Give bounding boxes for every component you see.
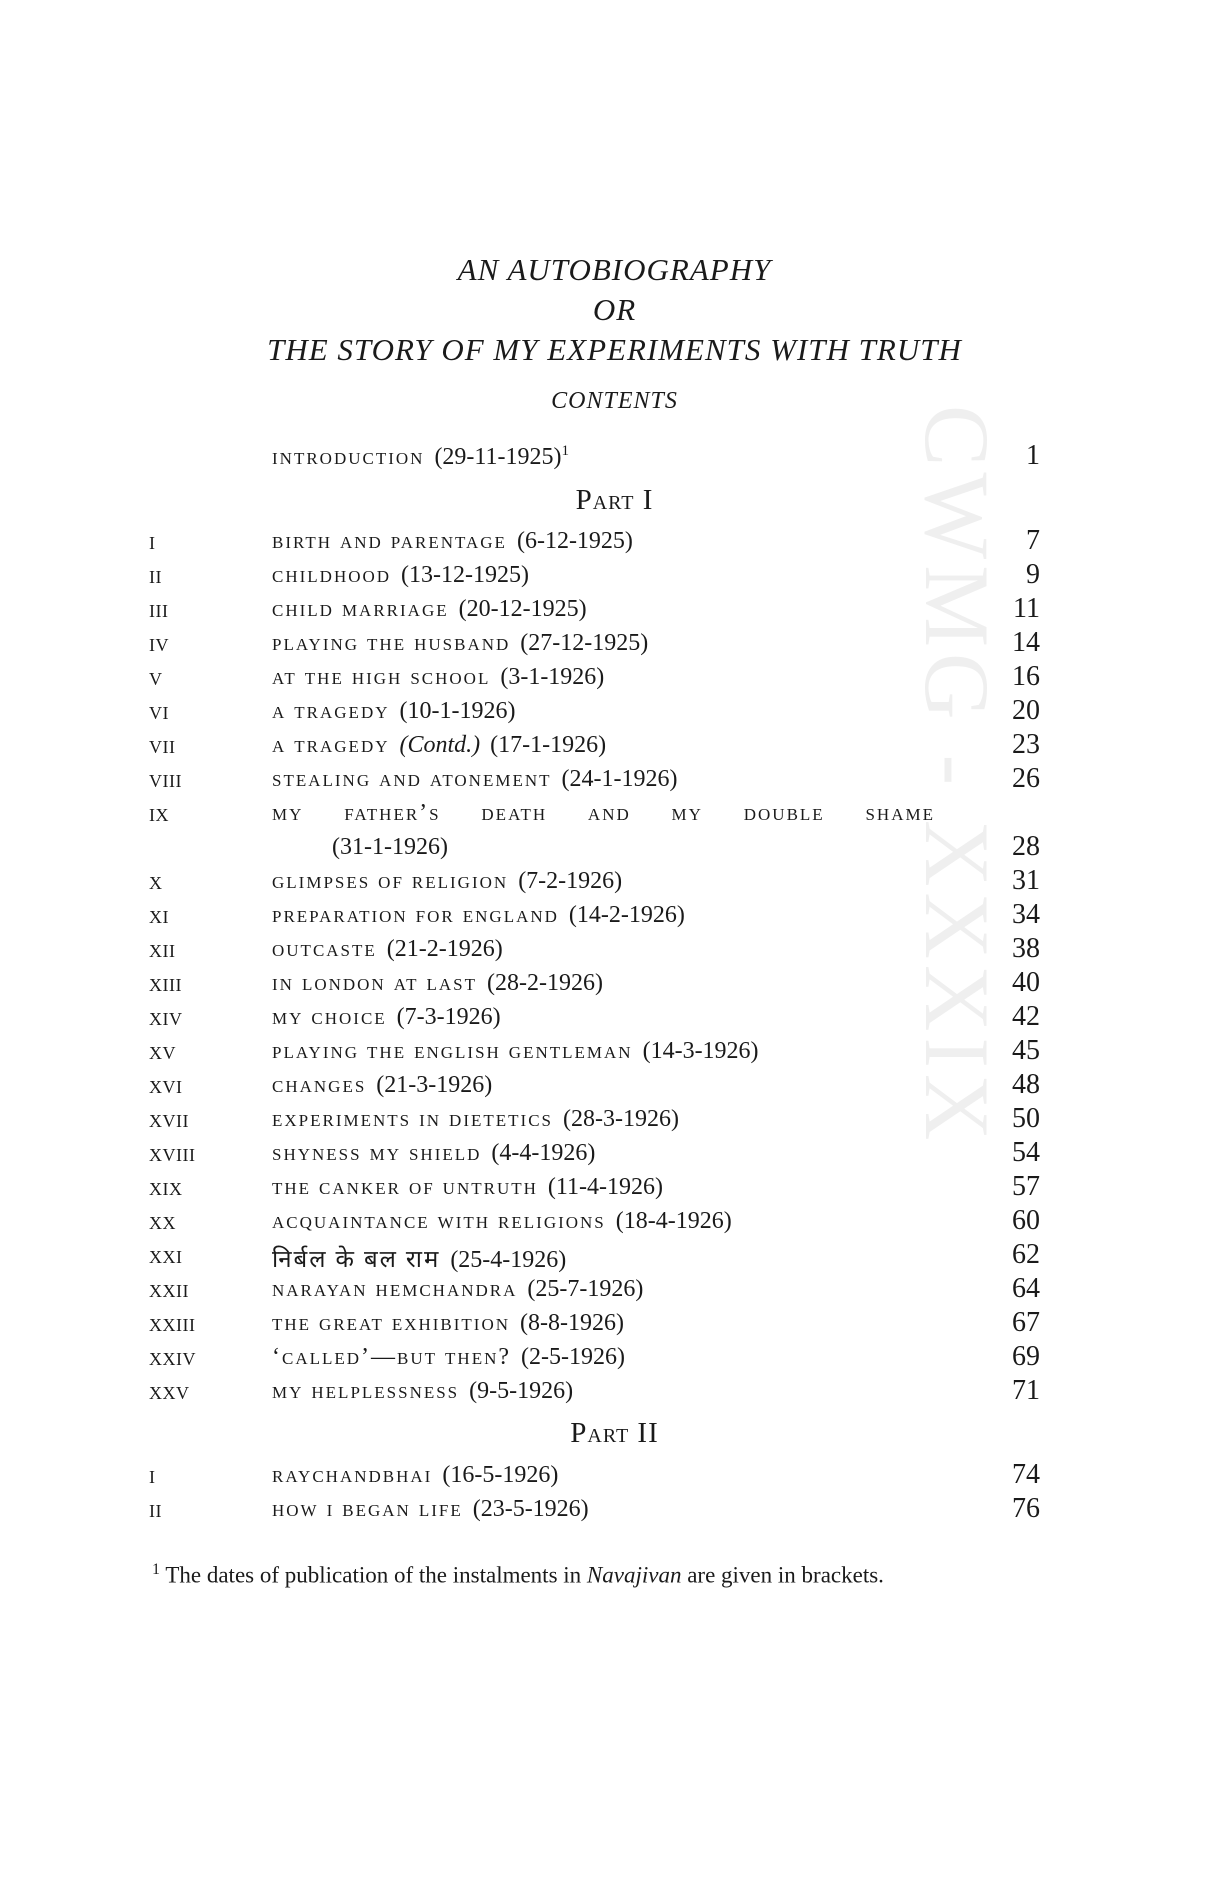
chapter-title: ‘called’—but then? xyxy=(272,1344,512,1370)
chapter-number: X xyxy=(149,873,163,893)
chapter-title-extra: (Contd.) xyxy=(399,732,481,758)
chapter-number: XI xyxy=(149,907,169,927)
chapter-number: XIII xyxy=(149,975,182,995)
toc-introduction xyxy=(0,440,1229,474)
chapter-date: (4-4-1926) xyxy=(491,1140,596,1166)
chapter-date: (25-4-1926) xyxy=(450,1247,567,1273)
chapter-number: XIX xyxy=(149,1179,183,1199)
chapter-date: (11-4-1926) xyxy=(547,1174,663,1200)
page-number: 74 xyxy=(1012,1459,1040,1490)
toc-row xyxy=(0,525,1229,559)
toc-row xyxy=(0,1069,1229,1103)
page-number: 14 xyxy=(1012,627,1040,658)
toc-row xyxy=(0,933,1229,967)
chapter-date: (21-3-1926) xyxy=(376,1072,493,1098)
chapter-number: V xyxy=(149,669,163,689)
page-number: 20 xyxy=(1012,695,1040,726)
chapter-number: I xyxy=(149,1467,156,1487)
toc-entry xyxy=(272,1106,679,1133)
part-heading-1: Part I xyxy=(575,484,654,516)
chapter-date: (14-2-1926) xyxy=(568,902,685,928)
chapter-date: (25-7-1926) xyxy=(527,1276,644,1302)
chapter-title: child marriage xyxy=(272,596,449,622)
chapter-title: निर्बल के बल राम xyxy=(272,1247,441,1273)
toc-row xyxy=(0,899,1229,933)
chapter-date: (14-3-1926) xyxy=(642,1038,759,1064)
page-number: 67 xyxy=(1012,1307,1040,1338)
toc-row xyxy=(0,559,1229,593)
toc-entry xyxy=(272,562,529,589)
chapter-number: XXIV xyxy=(149,1349,196,1369)
chapter-number: IV xyxy=(149,635,169,655)
toc-row xyxy=(0,763,1229,797)
chapter-title: how i began life xyxy=(272,1496,463,1522)
page-number: 57 xyxy=(1012,1171,1040,1202)
chapter-title: stealing and atonement xyxy=(272,766,552,792)
chapter-title: at the high school xyxy=(272,664,491,690)
contents-heading: CONTENTS xyxy=(551,388,678,414)
chapter-date: (28-3-1926) xyxy=(562,1106,679,1132)
toc-row xyxy=(0,1307,1229,1341)
chapter-title: in london at last xyxy=(272,970,477,996)
toc-row xyxy=(0,1239,1229,1273)
page-number: 64 xyxy=(1012,1273,1040,1304)
page-number: 54 xyxy=(1012,1137,1040,1168)
chapter-number: XXV xyxy=(149,1383,190,1403)
chapter-title: a tragedy xyxy=(272,732,390,758)
footnote xyxy=(152,1555,1042,1591)
toc-row xyxy=(0,1001,1229,1035)
toc-entry xyxy=(272,1174,663,1201)
toc-entry xyxy=(272,528,633,555)
chapter-title: shyness my shield xyxy=(272,1140,482,1166)
chapter-number: XXI xyxy=(149,1247,183,1267)
chapter-date: (7-2-1926) xyxy=(518,868,623,894)
page-number: 40 xyxy=(1012,967,1040,998)
chapter-date: (9-5-1926) xyxy=(469,1378,574,1404)
toc-row xyxy=(0,1341,1229,1375)
chapter-title: a tragedy xyxy=(272,698,390,724)
chapter-date: (28-2-1926) xyxy=(486,970,603,996)
chapter-date: (20-12-1925) xyxy=(458,596,587,622)
page-number: 42 xyxy=(1012,1001,1040,1032)
footnote-mark: 1 xyxy=(152,1561,160,1578)
chapter-title: changes xyxy=(272,1072,367,1098)
watermark: CWMG - XXXIX xyxy=(906,405,1008,1147)
toc-entry xyxy=(272,1242,566,1275)
toc-row xyxy=(0,695,1229,729)
chapter-number: XII xyxy=(149,941,176,961)
toc-entry xyxy=(272,1378,573,1405)
toc-entry xyxy=(272,936,503,963)
chapter-title: introduction xyxy=(272,444,425,470)
chapter-number: XV xyxy=(149,1043,176,1063)
chapter-title: outcaste xyxy=(272,936,377,962)
book-title-line3: THE STORY OF MY EXPERIMENTS WITH TRUTH xyxy=(267,332,962,367)
chapter-date: (16-5-1926) xyxy=(442,1462,559,1488)
chapter-title: preparation for england xyxy=(272,902,559,928)
page-number: 9 xyxy=(1026,559,1040,590)
toc-row xyxy=(0,967,1229,1001)
toc-row xyxy=(0,797,1229,831)
footnote-text-after: are given in brackets. xyxy=(687,1562,884,1588)
chapter-number: IX xyxy=(149,805,169,825)
toc-entry xyxy=(272,1140,595,1167)
chapter-date: (17-1-1926) xyxy=(490,732,607,758)
chapter-date: (29-11-1925) xyxy=(434,444,562,470)
page-number: 34 xyxy=(1012,899,1040,930)
toc-row xyxy=(0,1137,1229,1171)
chapter-number: VIII xyxy=(149,771,182,791)
chapter-date: (31-1-1926) xyxy=(332,834,448,860)
toc-entry xyxy=(272,732,606,759)
chapter-title: narayan hemchandra xyxy=(272,1276,518,1302)
chapter-title: the canker of untruth xyxy=(272,1174,538,1200)
page-number: 76 xyxy=(1012,1493,1040,1524)
book-title-line1: AN AUTOBIOGRAPHY xyxy=(457,252,772,287)
chapter-number: XXII xyxy=(149,1281,189,1301)
chapter-date: (21-2-1926) xyxy=(386,936,503,962)
toc-entry xyxy=(272,868,622,895)
chapter-title: my choice xyxy=(272,1004,387,1030)
toc-row xyxy=(0,661,1229,695)
chapter-number: I xyxy=(149,533,156,553)
chapter-date: (2-5-1926) xyxy=(521,1344,625,1370)
chapter-date: (24-1-1926) xyxy=(561,766,678,792)
footnote-italic: Navajivan xyxy=(586,1562,682,1588)
chapter-date: (18-4-1926) xyxy=(615,1208,732,1234)
page-number: 28 xyxy=(1012,831,1040,862)
page-number: 45 xyxy=(1012,1035,1040,1066)
toc-entry xyxy=(272,443,569,471)
chapter-number: XVI xyxy=(149,1077,183,1097)
page-number: 26 xyxy=(1012,763,1040,794)
toc-entry xyxy=(272,1208,732,1235)
toc-entry xyxy=(272,596,587,623)
toc-entry xyxy=(272,1276,643,1303)
toc-entry xyxy=(272,1038,759,1065)
toc-row-continued xyxy=(0,831,1229,865)
chapter-title: my helplessness xyxy=(272,1378,460,1404)
page-number: 16 xyxy=(1012,661,1040,692)
chapter-number: III xyxy=(149,601,169,621)
toc-entry xyxy=(272,1344,625,1371)
toc-row xyxy=(0,1493,1229,1527)
chapter-date: (13-12-1925) xyxy=(401,562,530,588)
page-number: 31 xyxy=(1012,865,1040,896)
chapter-date: (8-8-1926) xyxy=(520,1310,624,1336)
toc-row xyxy=(0,729,1229,763)
page-number: 62 xyxy=(1012,1239,1040,1270)
chapter-number: XX xyxy=(149,1213,176,1233)
chapter-title: childhood xyxy=(272,562,392,588)
toc-row xyxy=(0,1171,1229,1205)
chapter-title: raychandbhai xyxy=(272,1462,433,1488)
page-number: 7 xyxy=(1026,525,1040,556)
toc-entry xyxy=(272,698,515,725)
toc-entry xyxy=(272,1462,558,1489)
toc-row xyxy=(0,1205,1229,1239)
chapter-number: XIV xyxy=(149,1009,183,1029)
page-number: 11 xyxy=(1013,593,1040,624)
page-number: 23 xyxy=(1012,729,1040,760)
page-number: 48 xyxy=(1012,1069,1040,1100)
page-number: 38 xyxy=(1012,933,1040,964)
book-title-line2: OR xyxy=(592,292,637,327)
toc-row xyxy=(0,1035,1229,1069)
chapter-title: glimpses of religion xyxy=(272,868,509,894)
toc-entry xyxy=(272,1310,624,1337)
toc-entry xyxy=(272,630,648,657)
chapter-title: birth and parentage xyxy=(272,528,507,554)
page-number: 1 xyxy=(1026,440,1040,471)
chapter-title: playing the husband xyxy=(272,630,511,656)
page-number: 69 xyxy=(1012,1341,1040,1372)
toc-row xyxy=(0,1375,1229,1409)
chapter-title: acquaintance with religions xyxy=(272,1208,606,1234)
chapter-number: VI xyxy=(149,703,169,723)
chapter-number: II xyxy=(149,1501,162,1521)
footnote-mark: 1 xyxy=(561,443,570,459)
chapter-title: experiments in dietetics xyxy=(272,1106,553,1132)
chapter-date: (3-1-1926) xyxy=(500,664,605,690)
chapter-date: (6-12-1925) xyxy=(516,528,633,554)
page-number: 50 xyxy=(1012,1103,1040,1134)
toc-entry xyxy=(272,902,685,929)
page-number: 60 xyxy=(1012,1205,1040,1236)
toc-row xyxy=(0,865,1229,899)
toc-row xyxy=(0,1273,1229,1307)
chapter-title: the great exhibition xyxy=(272,1310,511,1336)
chapter-title: my father’s death and my double shame xyxy=(272,800,935,826)
chapter-number: XVII xyxy=(149,1111,189,1131)
toc-entry xyxy=(272,766,677,793)
chapter-date: (23-5-1926) xyxy=(472,1496,589,1522)
toc-entry xyxy=(272,970,603,997)
toc-row xyxy=(0,593,1229,627)
toc-entry xyxy=(272,1496,589,1523)
chapter-number: VII xyxy=(149,737,176,757)
page-number: 71 xyxy=(1012,1375,1040,1406)
toc-row xyxy=(0,1459,1229,1493)
toc-entry xyxy=(272,1004,501,1031)
chapter-title: playing the english gentleman xyxy=(272,1038,633,1064)
footnote-text-before: The dates of publication of the instalments in xyxy=(165,1562,582,1588)
chapter-date: (27-12-1925) xyxy=(520,630,649,656)
part-heading-2: Part II xyxy=(570,1417,659,1449)
chapter-number: XVIII xyxy=(149,1145,196,1165)
toc-row xyxy=(0,627,1229,661)
chapter-date: (7-3-1926) xyxy=(396,1004,501,1030)
chapter-date: (10-1-1926) xyxy=(399,698,516,724)
chapter-number: II xyxy=(149,567,162,587)
toc-row xyxy=(0,1103,1229,1137)
toc-entry xyxy=(272,664,604,691)
chapter-number: XXIII xyxy=(149,1315,196,1335)
toc-entry xyxy=(272,1072,492,1099)
